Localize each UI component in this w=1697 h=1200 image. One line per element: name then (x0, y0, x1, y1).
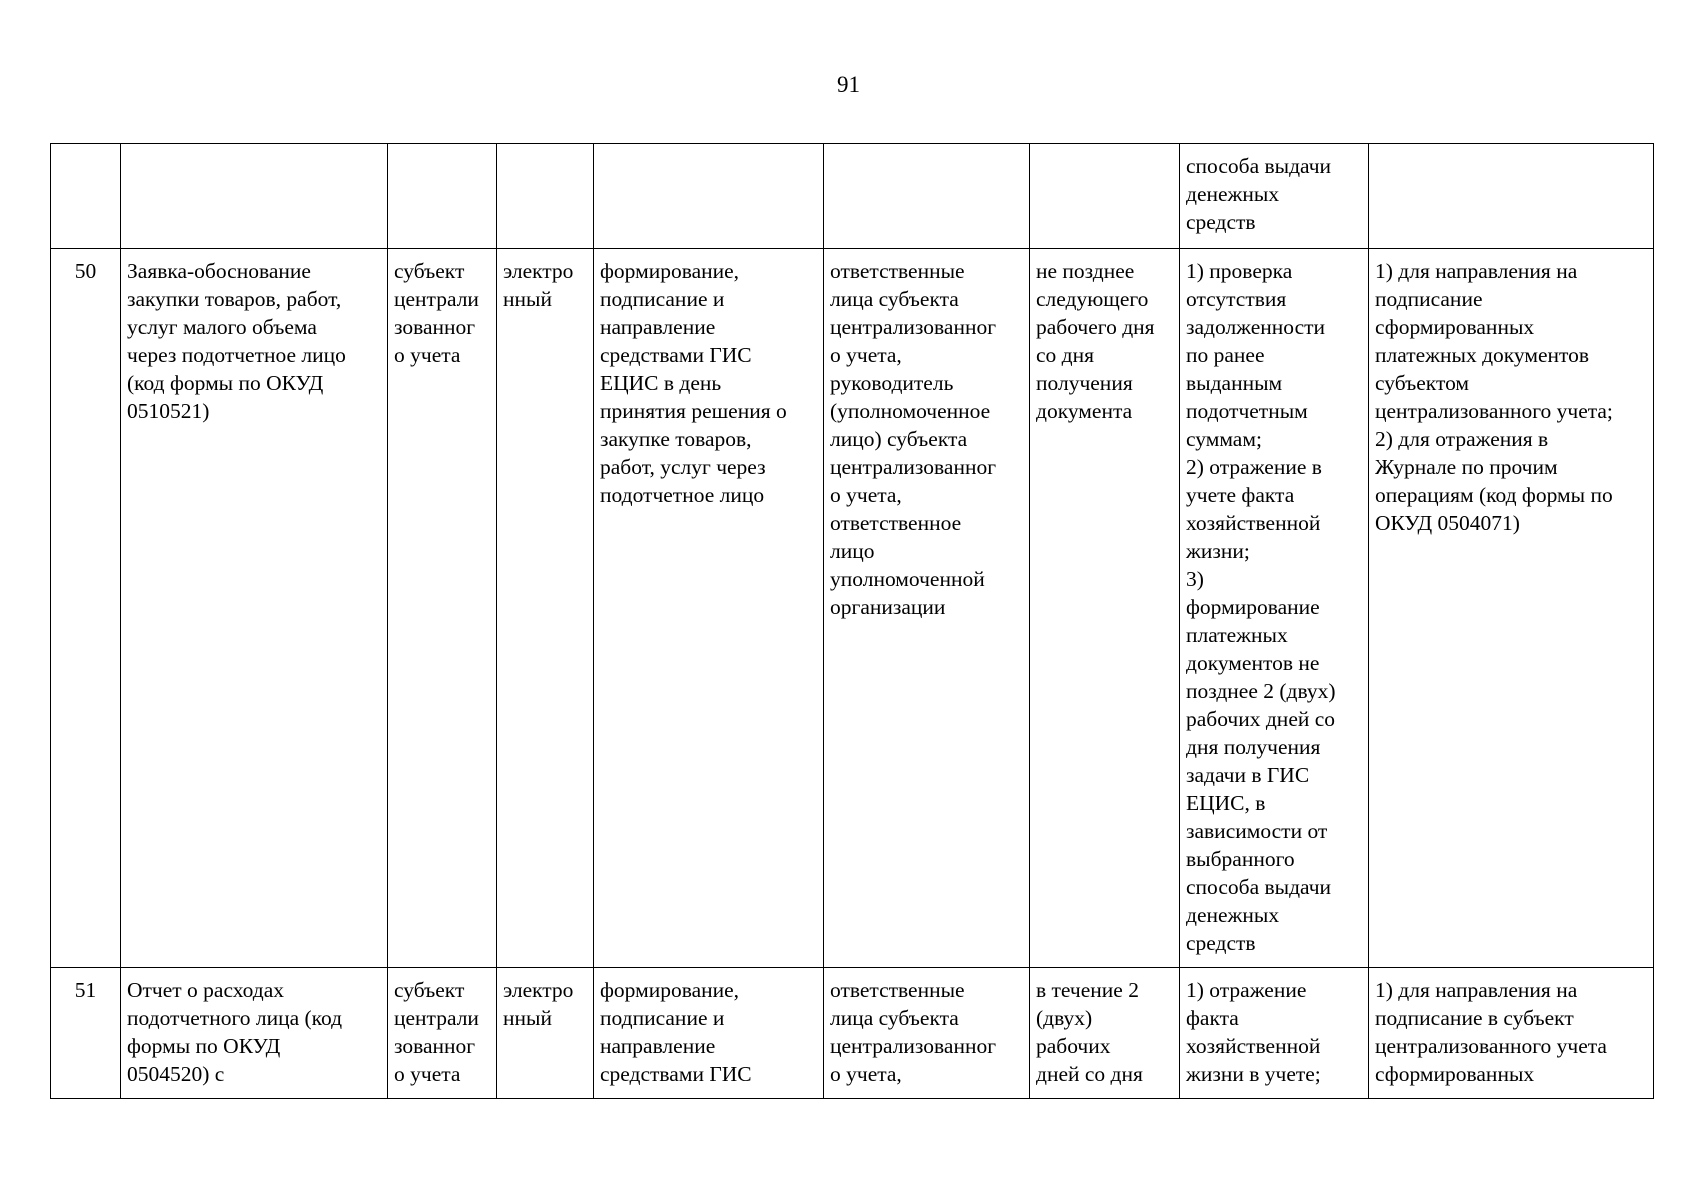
cell-deadline (1030, 144, 1180, 249)
cell-line: факта (1186, 1006, 1239, 1030)
cell-line: суммам; (1186, 427, 1262, 451)
cell-line: 0510521) (127, 399, 210, 423)
page-number: 91 (837, 72, 860, 97)
cell-line: 1) отражение (1186, 978, 1307, 1002)
cell-line: сформированных (1375, 315, 1535, 339)
cell-form-type (497, 968, 594, 1099)
cell-line: сформированных (1375, 1062, 1535, 1086)
cell-line: лица субъекта (830, 287, 959, 311)
cell-line: лица субъекта (830, 1006, 959, 1030)
cell-line: централизованног (830, 315, 997, 339)
cell-line: позднее 2 (двух) (1186, 679, 1336, 703)
cell-line: задачи в ГИС (1186, 763, 1310, 787)
cell-line: формы по ОКУД (127, 1034, 281, 1058)
cell-line: нный (503, 287, 552, 311)
cell-line: подотчетным (1186, 399, 1308, 423)
cell-line: о учета, (830, 483, 902, 507)
cell-responsible-party (388, 144, 497, 249)
cell-responsible-persons (824, 144, 1030, 249)
cell-line: о учета, (830, 343, 902, 367)
cell-line: 2) отражение в (1186, 455, 1322, 479)
cell-line: жизни; (1186, 539, 1250, 563)
cell-line: операциям (код формы по (1375, 483, 1613, 507)
cell-line: субъект (394, 259, 465, 283)
cell-line: о учета (394, 1062, 461, 1086)
cell-line: подотчетного лица (код (127, 1006, 343, 1030)
cell-line: ЕЦИС, в (1186, 791, 1266, 815)
cell-line: субъектом (1375, 371, 1470, 395)
cell-line: централи (394, 1006, 479, 1030)
cell-line: подотчетное лицо (600, 483, 765, 507)
cell-responsible-party (388, 249, 497, 968)
cell-line: централизованног (830, 1034, 997, 1058)
cell-deadline (1030, 968, 1180, 1099)
cell-form-type (497, 249, 594, 968)
cell-line: денежных (1186, 903, 1280, 927)
cell-line: 51 (74, 978, 97, 1002)
cell-line: нный (503, 1006, 552, 1030)
cell-line: платежных документов (1375, 343, 1590, 367)
cell-responsible-party (388, 968, 497, 1099)
cell-line: работ, услуг через (600, 455, 766, 479)
cell-form-type (497, 144, 594, 249)
cell-line: 1) для направления на (1375, 978, 1578, 1002)
cell-line: централизованного учета (1375, 1034, 1607, 1058)
cell-line: выданным (1186, 371, 1283, 395)
cell-line: денежных (1186, 182, 1280, 206)
cell-line: средствами ГИС (600, 1062, 752, 1086)
cell-line: о учета (394, 343, 461, 367)
cell-line: 50 (74, 259, 97, 283)
cell-line: способа выдачи (1186, 875, 1332, 899)
cell-line: принятия решения о (600, 399, 787, 423)
cell-line: рабочих дней со (1186, 707, 1336, 731)
cell-line: формирование, (600, 978, 740, 1002)
cell-deadline (1030, 249, 1180, 968)
cell-line: средствами ГИС (600, 343, 752, 367)
cell-line: централи (394, 287, 479, 311)
cell-line: не позднее (1036, 259, 1135, 283)
cell-line: жизни в учете; (1186, 1062, 1321, 1086)
cell-line: лицо (830, 539, 875, 563)
cell-number (51, 968, 121, 1099)
cell-line: Отчет о расходах (127, 978, 285, 1002)
cell-line: (уполномоченное (830, 399, 991, 423)
cell-purpose (1369, 968, 1654, 1099)
cell-line: учете факта (1186, 483, 1295, 507)
cell-responsible-persons (824, 968, 1030, 1099)
cell-line: руководитель (830, 371, 954, 395)
cell-line: о учета, (830, 1062, 902, 1086)
cell-line: рабочих (1036, 1034, 1111, 1058)
cell-line: 1) для направления на (1375, 259, 1578, 283)
cell-line: способа выдачи (1186, 154, 1332, 178)
cell-number (51, 249, 121, 968)
cell-line: отсутствия (1186, 287, 1287, 311)
cell-procedure (594, 968, 824, 1099)
cell-line: (код формы по ОКУД (127, 371, 324, 395)
cell-line: выбранного (1186, 847, 1295, 871)
table-body (51, 144, 1654, 1099)
cell-line: средств (1186, 210, 1256, 234)
cell-line: ответственное (830, 511, 962, 535)
cell-line: платежных (1186, 623, 1288, 647)
cell-line: Заявка-обоснование (127, 259, 311, 283)
cell-line: 3) (1186, 567, 1204, 591)
cell-responsible-persons (824, 249, 1030, 968)
cell-line: документа (1036, 399, 1133, 423)
cell-line: подписание и (600, 1006, 725, 1030)
cell-document-name (121, 968, 388, 1099)
cell-line: через подотчетное лицо (127, 343, 346, 367)
cell-line: рабочего дня (1036, 315, 1155, 339)
cell-line: направление (600, 315, 716, 339)
cell-line: зованног (394, 315, 476, 339)
cell-line: формирование (1186, 595, 1320, 619)
cell-line: лицо) субъекта (830, 427, 968, 451)
table-row-continuation (51, 144, 1654, 249)
cell-line: централизованного учета; (1375, 399, 1613, 423)
cell-line: документов не (1186, 651, 1320, 675)
cell-line: подписание в субъект (1375, 1006, 1574, 1030)
document-table (50, 143, 1654, 1099)
cell-line: электро (503, 978, 574, 1002)
cell-line: в течение 2 (1036, 978, 1139, 1002)
cell-line: услуг малого объема (127, 315, 317, 339)
cell-line: подписание (1375, 287, 1483, 311)
table-row-row-50 (51, 249, 1654, 968)
cell-number (51, 144, 121, 249)
cell-line: по ранее (1186, 343, 1265, 367)
cell-line: следующего (1036, 287, 1149, 311)
cell-line: зависимости от (1186, 819, 1328, 843)
cell-line: закупке товаров, (600, 427, 752, 451)
table-row-row-51 (51, 968, 1654, 1099)
cell-line: задолженности (1186, 315, 1326, 339)
cell-processing-actions (1180, 968, 1369, 1099)
cell-document-name (121, 144, 388, 249)
cell-line: дня получения (1186, 735, 1321, 759)
cell-line: электро (503, 259, 574, 283)
cell-document-name (121, 249, 388, 968)
cell-procedure (594, 144, 824, 249)
cell-processing-actions (1180, 144, 1369, 249)
cell-line: хозяйственной (1186, 1034, 1321, 1058)
cell-line: хозяйственной (1186, 511, 1321, 535)
cell-line: получения (1036, 371, 1133, 395)
cell-line: 2) для отражения в (1375, 427, 1549, 451)
cell-line: ЕЦИС в день (600, 371, 722, 395)
cell-line: субъект (394, 978, 465, 1002)
cell-line: средств (1186, 931, 1256, 955)
cell-line: направление (600, 1034, 716, 1058)
cell-line: закупки товаров, работ, (127, 287, 342, 311)
cell-line: ответственные (830, 978, 965, 1002)
cell-line: Журнале по прочим (1375, 455, 1558, 479)
cell-line: 0504520) с (127, 1062, 225, 1086)
cell-line: уполномоченной (830, 567, 985, 591)
cell-line: организации (830, 595, 946, 619)
cell-line: 1) проверка (1186, 259, 1293, 283)
cell-line: централизованног (830, 455, 997, 479)
cell-line: ОКУД 0504071) (1375, 511, 1520, 535)
cell-procedure (594, 249, 824, 968)
cell-line: (двух) (1036, 1006, 1093, 1030)
cell-purpose (1369, 249, 1654, 968)
cell-purpose (1369, 144, 1654, 249)
cell-line: дней со дня (1036, 1062, 1143, 1086)
cell-line: ответственные (830, 259, 965, 283)
cell-line: подписание и (600, 287, 725, 311)
cell-line: со дня (1036, 343, 1095, 367)
cell-processing-actions (1180, 249, 1369, 968)
cell-line: зованног (394, 1034, 476, 1058)
cell-line: формирование, (600, 259, 740, 283)
